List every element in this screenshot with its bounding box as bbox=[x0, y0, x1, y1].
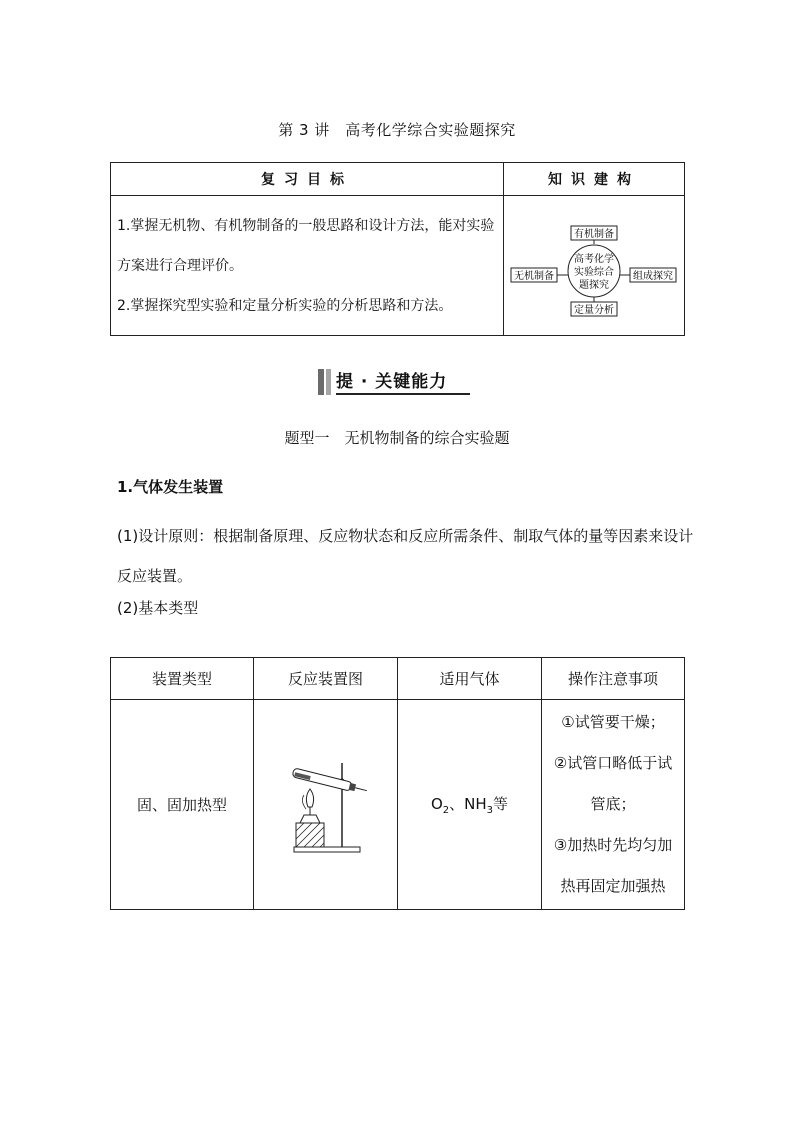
gas-text: $O_2$、$NH_3$等 bbox=[430, 795, 509, 816]
table-row bbox=[111, 700, 685, 910]
device-types-table bbox=[110, 657, 685, 910]
banner-title: 提 · 关键能力 bbox=[336, 369, 470, 395]
map-center-line1: 高考化学 bbox=[574, 254, 614, 265]
note-line: ③加热时先均匀加 bbox=[553, 836, 673, 854]
review-goals-table bbox=[110, 162, 685, 336]
device-diagram-cell bbox=[254, 700, 398, 910]
device-type-cell: 固、固加热型 bbox=[111, 700, 254, 910]
knowledge-map-diagram bbox=[504, 196, 684, 331]
note-line: ①试管要干燥； bbox=[561, 713, 665, 731]
map-bottom-label: 定量分析 bbox=[574, 305, 614, 316]
map-right-label: 组成探究 bbox=[633, 271, 673, 282]
goal-item: 2.掌握探究型实验和定量分析实验的分析思路和方法。 bbox=[117, 298, 453, 314]
header-knowledge-map: 知识建构 bbox=[504, 163, 685, 196]
question-type-title: 题型一 无机物制备的综合实验题 bbox=[284, 429, 510, 447]
goal-item: 1.掌握无机物、有机物制备的一般思路和设计方法，能对实验方案进行合理评价。 bbox=[117, 218, 495, 274]
map-center-line2: 实验综合 bbox=[574, 267, 614, 278]
operation-notes-cell bbox=[542, 700, 685, 910]
header-review-goals: 复习目标 bbox=[111, 163, 504, 196]
note-line: ②试管口略低于试 bbox=[553, 754, 673, 772]
design-principle-paragraph: (1)设计原则：根据制备原理、反应物状态和反应所需条件、制取气体的量等因素来设计反应装置。 bbox=[117, 527, 694, 585]
map-top-label: 有机制备 bbox=[574, 229, 614, 240]
solid-heating-apparatus-image bbox=[276, 745, 376, 865]
goals-list bbox=[111, 196, 504, 336]
header-operation-notes: 操作注意事项 bbox=[542, 658, 685, 700]
banner-bar bbox=[326, 369, 331, 395]
lecture-title: 第 3 讲 高考化学综合实验题探究 bbox=[278, 121, 516, 139]
knowledge-map-cell bbox=[504, 196, 685, 336]
section-banner bbox=[318, 369, 470, 395]
header-device-diagram: 反应装置图 bbox=[254, 658, 398, 700]
banner-bar bbox=[318, 369, 324, 395]
map-center-line3: 题探究 bbox=[579, 280, 609, 291]
basic-types-heading: (2)基本类型 bbox=[117, 599, 199, 617]
note-line: 热再固定加强热 bbox=[560, 877, 666, 895]
header-applicable-gas: 适用气体 bbox=[398, 658, 542, 700]
header-device-type: 装置类型 bbox=[111, 658, 254, 700]
note-line: 管底； bbox=[590, 795, 636, 813]
heading-gas-generation: 1.气体发生装置 bbox=[117, 478, 224, 496]
map-left-label: 无机制备 bbox=[514, 271, 554, 282]
applicable-gas-cell bbox=[398, 700, 542, 910]
